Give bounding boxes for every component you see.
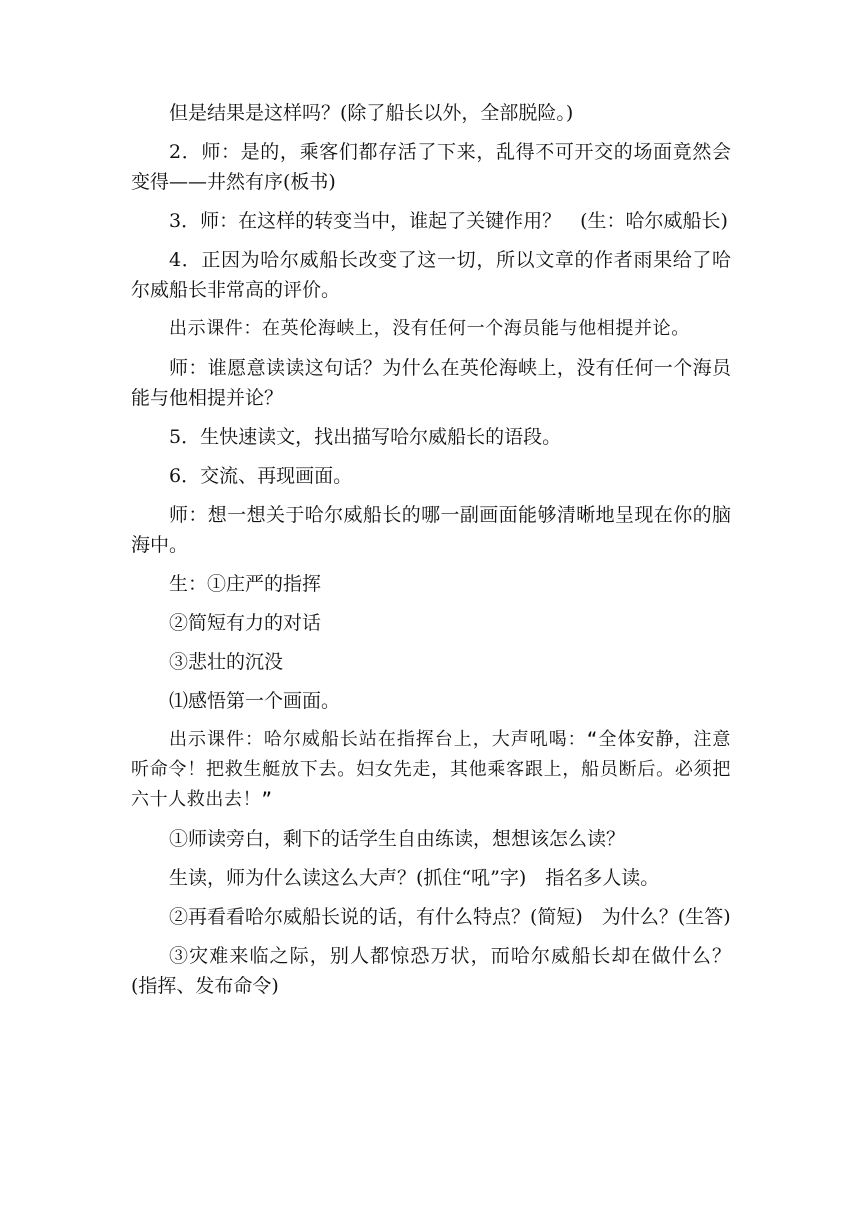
paragraph: 生读，师为什么读这么大声？(抓住“吼”字) 指名多人读。 [169,867,660,889]
paragraph: ③灾难来临之际，别人都惊恐万状，而哈尔威船长却在做什么？ (指挥、发布命令) [131,945,751,997]
paragraph: 3．师：在这样的转变当中，谁起了关键作用？ (生：哈尔威船长) [169,210,728,232]
courseware-quote: 出示课件：哈尔威船长站在指挥台上，大声吼喝：“全体安静，注意听命令！把救生艇放下去。妇女先走，其他乘客跟上，船员断后。必须把六十人救出去！” [131,729,731,810]
paragraph: ①师读旁白，剩下的话学生自由练读，想想该怎么读？ [169,828,626,850]
paragraph: ②简短有力的对话 [169,612,322,634]
paragraph: 但是结果是这样吗？(除了船长以外，全部脱险。) [169,102,574,124]
paragraph: 5．生快速读文，找出描写哈尔威船长的语段。 [169,426,562,448]
paragraph: 4．正因为哈尔威船长改变了这一切，所以文章的作者雨果给了哈尔威船长非常高的评价。 [131,249,731,301]
document-body [131,98,751,1010]
paragraph: 6．交流、再现画面。 [169,465,353,487]
paragraph: ②再看看哈尔威船长说的话，有什么特点？(简短) 为什么？(生答) [169,906,731,928]
paragraph: ⑴感悟第一个画面。 [169,690,341,712]
paragraph: 2．师：是的，乘客们都存活了下来，乱得不可开交的场面竟然会变得——井然有序(板书) [131,141,731,193]
paragraph: 师：想一想关于哈尔威船长的哪一副画面能够清晰地呈现在你的脑海中。 [131,504,731,556]
paragraph: 师：谁愿意读读这句话？为什么在英伦海峡上，没有任何一个海员能与他相提并论？ [131,357,731,409]
courseware-quote: 出示课件：在英伦海峡上，没有任何一个海员能与他相提并论。 [169,318,690,339]
paragraph: 生：①庄严的指挥 [169,573,322,595]
paragraph: ③悲壮的沉没 [169,651,284,673]
